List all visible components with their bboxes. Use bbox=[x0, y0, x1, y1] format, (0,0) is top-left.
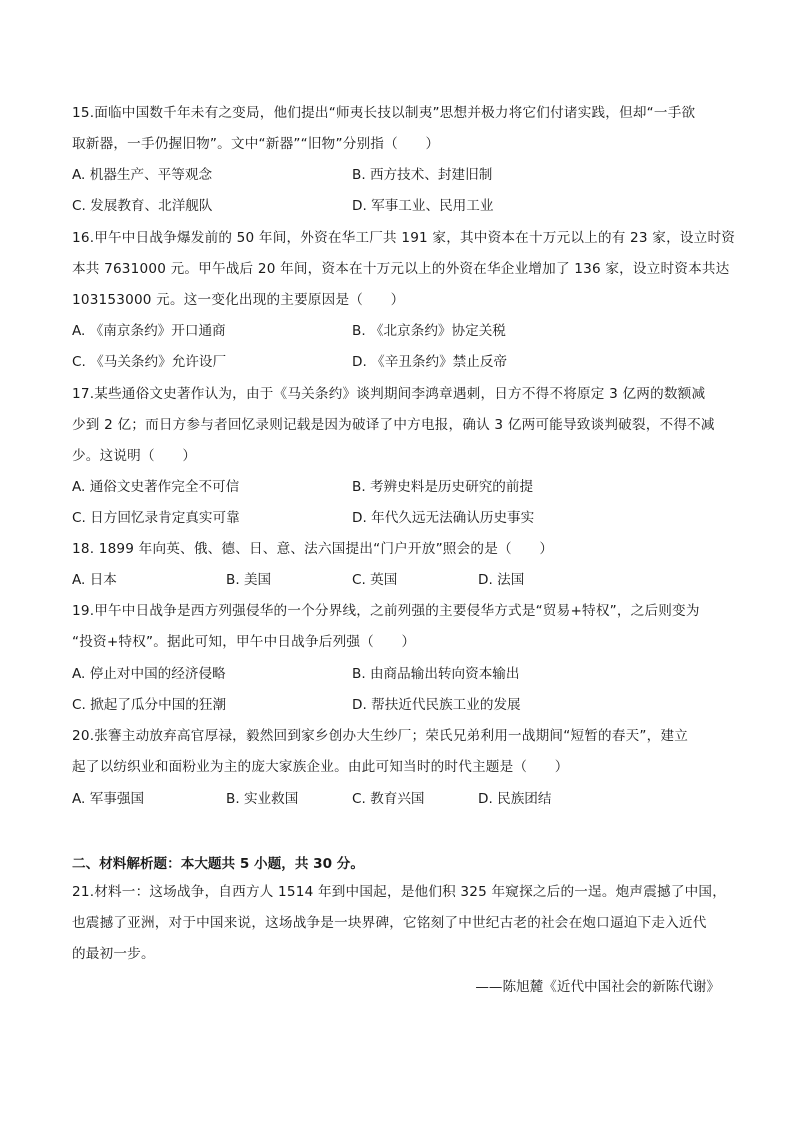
q16-stem-line-2: 本共 7631000 元。甲午战后 20 年间，资本在十万元以上的外资在华企业增加了 136 家，设立时资本共达 bbox=[72, 261, 730, 277]
q19-option-c: C. 掀起了瓜分中国的狂潮 bbox=[72, 697, 227, 713]
q19-stem-line-1: 19.甲午中日战争是西方列强侵华的一个分界线，之前列强的主要侵华方式是“贸易+特权”，之后则变为 bbox=[72, 603, 700, 619]
q16-option-a: A. 《南京条约》开口通商 bbox=[72, 323, 226, 339]
q21-material-line-1: 21.材料一：这场战争，自西方人 1514 年到中国起，是他们积 325 年窥探之后的一逞。炮声震撼了中国， bbox=[72, 884, 726, 900]
q20-option-d: D. 民族团结 bbox=[478, 791, 552, 807]
q21-material-line-3: 的最初一步。 bbox=[72, 946, 155, 962]
q15-option-b: B. 西方技术、封建旧制 bbox=[352, 167, 493, 183]
q20-option-a: A. 军事强国 bbox=[72, 791, 145, 807]
q16-option-c: C. 《马关条约》允许设厂 bbox=[72, 354, 227, 370]
q16-option-d: D. 《辛丑条约》禁止反帝 bbox=[352, 354, 508, 370]
q20-stem-line-1: 20.张謇主动放弃高官厚禄，毅然回到家乡创办大生纱厂；荣氏兄弟利用一战期间“短暂的春天”，建立 bbox=[72, 728, 689, 744]
q21-source-citation: ——陈旭麓《近代中国社会的新陈代谢》 bbox=[475, 979, 720, 995]
q19-stem-line-2: “投资+特权”。据此可知，甲午中日战争后列强（ ） bbox=[72, 634, 416, 650]
q17-option-b: B. 考辨史料是历史研究的前提 bbox=[352, 479, 534, 495]
q15-option-a: A. 机器生产、平等观念 bbox=[72, 167, 213, 183]
q20-stem-line-2: 起了以纺织业和面粉业为主的庞大家族企业。由此可知当时的时代主题是（ ） bbox=[72, 759, 569, 775]
q20-option-c: C. 教育兴国 bbox=[352, 791, 425, 807]
q20-option-b: B. 实业救国 bbox=[226, 791, 299, 807]
q16-option-b: B. 《北京条约》协定关税 bbox=[352, 323, 506, 339]
q15-stem-line-2: 取新器，一手仍握旧物”。文中“新器”“旧物”分别指（ ） bbox=[72, 136, 440, 152]
q18-stem-line-1: 18. 1899 年向英、俄、德、日、意、法六国提出“门户开放”照会的是（ ） bbox=[72, 541, 554, 557]
q17-option-c: C. 日方回忆录肯定真实可靠 bbox=[72, 510, 240, 526]
q19-option-b: B. 由商品输出转向资本输出 bbox=[352, 666, 520, 682]
q15-stem-line-1: 15.面临中国数千年未有之变局，他们提出“师夷长技以制夷”思想并极力将它们付诸实践，但却“一手欲 bbox=[72, 105, 696, 121]
q19-option-a: A. 停止对中国的经济侵略 bbox=[72, 666, 226, 682]
section-heading: 二、材料解析题：本大题共 5 小题，共 30 分。 bbox=[72, 856, 364, 872]
q17-stem-line-3: 少。这说明（ ） bbox=[72, 448, 197, 464]
q18-option-d: D. 法国 bbox=[478, 572, 525, 588]
q18-option-c: C. 英国 bbox=[352, 572, 398, 588]
q17-option-a: A. 通俗文史著作完全不可信 bbox=[72, 479, 240, 495]
q17-stem-line-2: 少到 2 亿；而日方参与者回忆录则记载是因为破译了中方电报，确认 3 亿两可能导致谈判破裂，不得不减 bbox=[72, 417, 715, 433]
q19-option-d: D. 帮扶近代民族工业的发展 bbox=[352, 697, 521, 713]
q17-stem-line-1: 17.某些通俗文史著作认为，由于《马关条约》谈判期间李鸿章遇刺，日方不得不将原定 3 亿两的数额减 bbox=[72, 386, 706, 402]
q18-option-b: B. 美国 bbox=[226, 572, 272, 588]
q21-material-line-2: 也震撼了亚洲，对于中国来说，这场战争是一块界碑，它铭刻了中世纪古老的社会在炮口逼迫下走入近代 bbox=[72, 915, 707, 931]
q15-option-c: C. 发展教育、北洋舰队 bbox=[72, 198, 213, 214]
q18-option-a: A. 日本 bbox=[72, 572, 117, 588]
q15-option-d: D. 军事工业、民用工业 bbox=[352, 198, 494, 214]
q16-stem-line-1: 16.甲午中日战争爆发前的 50 年间，外资在华工厂共 191 家，其中资本在十万元以上的有 23 家，设立时资 bbox=[72, 230, 736, 246]
q16-stem-line-3: 103153000 元。这一变化出现的主要原因是（ ） bbox=[72, 292, 405, 308]
q17-option-d: D. 年代久远无法确认历史事实 bbox=[352, 510, 535, 526]
